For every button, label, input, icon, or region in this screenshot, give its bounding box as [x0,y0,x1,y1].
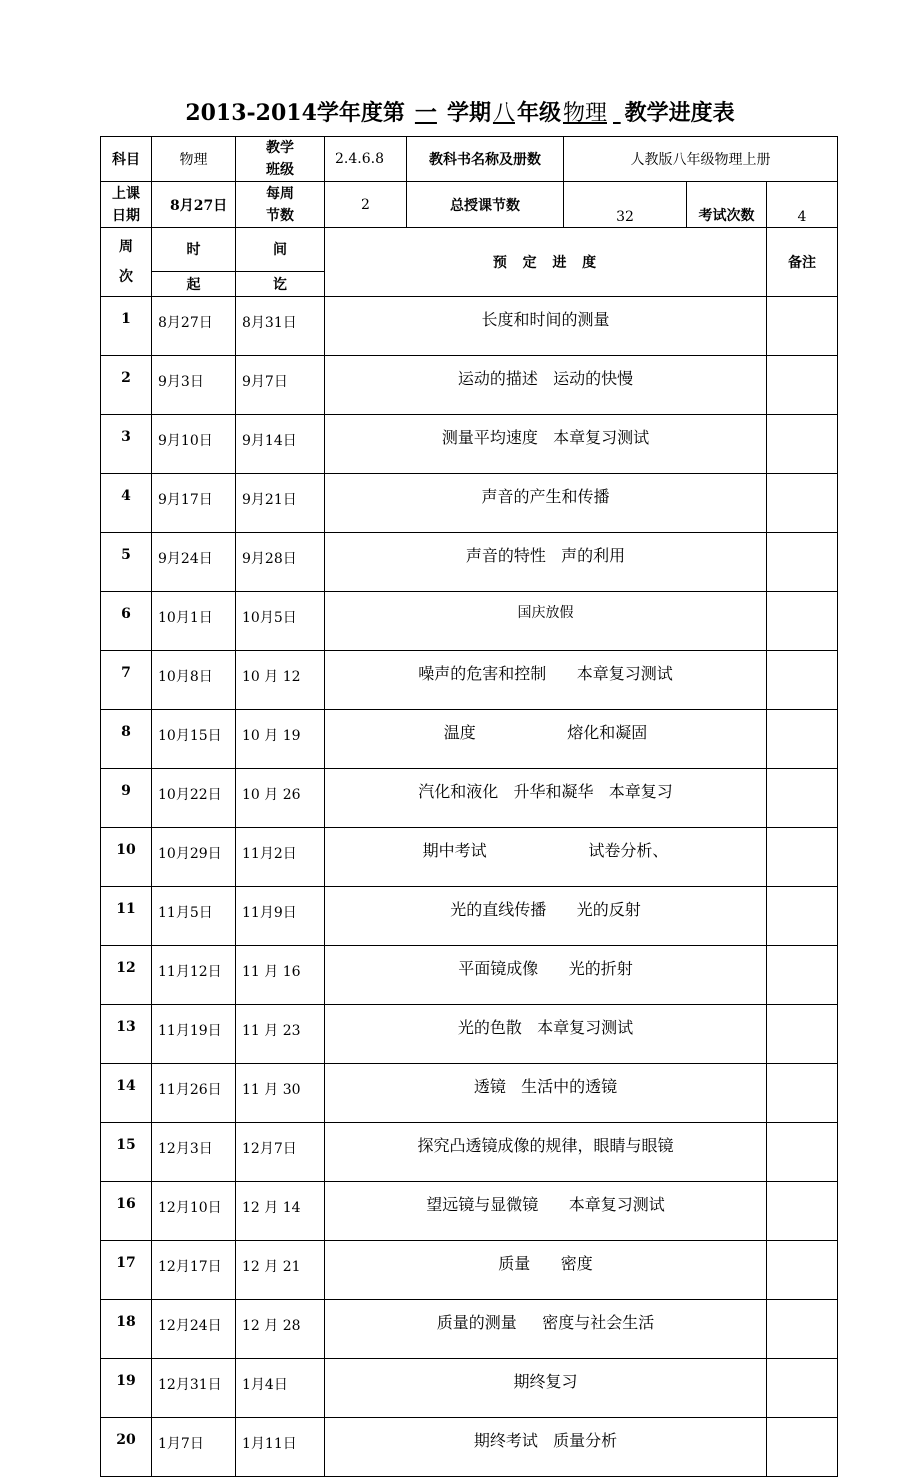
plan-cell: 测量平均速度 本章复习测试 [325,415,767,474]
class-label-text: 教学班级 [266,140,294,178]
week-number: 7 [101,651,152,710]
date-to: 10 月 26 [236,769,325,828]
header-row-2 [101,182,838,228]
week-column-text: 周次 [119,239,133,285]
plan-cell: 长度和时间的测量 [325,297,767,356]
note-cell [767,1418,838,1477]
start-label [101,182,152,228]
plan-cell: 声音的产生和传播 [325,474,767,533]
to-column-header: 讫 [236,271,325,296]
title-part1: 学年度第 [316,100,405,126]
table-row [101,1005,838,1064]
title-part3: 年级 [516,100,561,126]
note-cell [767,828,838,887]
class-label [236,137,325,182]
week-number: 3 [101,415,152,474]
title-subject: 物理 [562,101,607,126]
date-to: 1月4日 [236,1359,325,1418]
time-column-header: 时 [152,228,236,272]
subject-label: 科目 [101,137,152,182]
date-from: 11月26日 [152,1064,236,1123]
time2-column-header: 间 [236,228,325,272]
table-row [101,946,838,1005]
week-number: 1 [101,297,152,356]
page-title [0,96,920,127]
plan-cell: 探究凸透镜成像的规律，眼睛与眼镜 [325,1123,767,1182]
plan-cell: 质量的测量 密度与社会生活 [325,1300,767,1359]
note-cell [767,1123,838,1182]
date-from: 11月19日 [152,1005,236,1064]
plan-cell: 平面镜成像 光的折射 [325,946,767,1005]
table-row [101,415,838,474]
note-cell [767,1064,838,1123]
note-cell [767,474,838,533]
week-number: 4 [101,474,152,533]
note-cell [767,1359,838,1418]
table-row [101,533,838,592]
textbook-value: 人教版八年级物理上册 [564,137,838,182]
plan-cell: 运动的描述 运动的快慢 [325,356,767,415]
plan-cell: 温度 熔化和凝固 [325,710,767,769]
plan-cell: 期中考试 试卷分析、 [325,828,767,887]
date-to: 9月14日 [236,415,325,474]
note-cell [767,710,838,769]
plan-cell: 噪声的危害和控制 本章复习测试 [325,651,767,710]
plan-cell: 望远镜与显微镜 本章复习测试 [325,1182,767,1241]
table-row [101,474,838,533]
note-cell [767,356,838,415]
note-cell [767,415,838,474]
table-row [101,651,838,710]
week-number: 16 [101,1182,152,1241]
note-cell [767,769,838,828]
plan-column-header: 预 定 进 度 [325,228,767,297]
total-value: 32 [564,182,687,228]
date-to: 10月5日 [236,592,325,651]
date-to: 11 月 16 [236,946,325,1005]
week-column-header [101,228,152,297]
note-cell [767,887,838,946]
week-number: 18 [101,1300,152,1359]
plan-cell: 质量 密度 [325,1241,767,1300]
date-from: 12月17日 [152,1241,236,1300]
title-part2: 学期 [446,100,491,126]
date-from: 12月10日 [152,1182,236,1241]
date-to: 12 月 28 [236,1300,325,1359]
date-from: 9月10日 [152,415,236,474]
table-row [101,1359,838,1418]
note-cell [767,533,838,592]
note-cell [767,1241,838,1300]
schedule-rows [101,297,838,1477]
week-number: 12 [101,946,152,1005]
start-label-text: 上课日期 [112,185,140,224]
date-from: 9月3日 [152,356,236,415]
plan-cell: 期终考试 质量分析 [325,1418,767,1477]
plan-cell: 国庆放假 [325,592,767,651]
week-number: 10 [101,828,152,887]
date-to: 11月9日 [236,887,325,946]
date-from: 1月7日 [152,1418,236,1477]
plan-cell: 声音的特性 声的利用 [325,533,767,592]
date-to: 9月21日 [236,474,325,533]
week-number: 17 [101,1241,152,1300]
week-number: 11 [101,887,152,946]
date-from: 11月5日 [152,887,236,946]
table-row [101,1300,838,1359]
week-number: 15 [101,1123,152,1182]
table-row [101,297,838,356]
date-from: 12月31日 [152,1359,236,1418]
date-from: 10月22日 [152,769,236,828]
date-to: 12月7日 [236,1123,325,1182]
week-number: 19 [101,1359,152,1418]
date-from: 9月17日 [152,474,236,533]
date-to: 9月7日 [236,356,325,415]
date-to: 10 月 19 [236,710,325,769]
header-row-1 [101,137,838,182]
title-blank [609,100,625,126]
schedule-table [100,136,838,1477]
note-cell [767,946,838,1005]
title-term: 一 [414,100,437,126]
exam-label: 考试次数 [687,182,767,228]
plan-cell: 光的色散 本章复习测试 [325,1005,767,1064]
table-row [101,1064,838,1123]
table-row [101,769,838,828]
week-number: 9 [101,769,152,828]
date-to: 12 月 14 [236,1182,325,1241]
date-from: 10月29日 [152,828,236,887]
weekly-label [236,182,325,228]
note-cell [767,1182,838,1241]
date-to: 10 月 12 [236,651,325,710]
date-to: 12 月 21 [236,1241,325,1300]
start-value: 8月27日 [152,182,236,228]
date-to: 1月11日 [236,1418,325,1477]
date-from: 8月27日 [152,297,236,356]
weekly-value: 2 [325,182,407,228]
date-from: 10月8日 [152,651,236,710]
week-number: 5 [101,533,152,592]
class-value: 2.4.6.8 [325,137,407,182]
week-number: 2 [101,356,152,415]
title-part4: 教学进度表 [624,100,735,126]
subject-value: 物理 [152,137,236,182]
date-from: 10月1日 [152,592,236,651]
plan-cell: 期终复习 [325,1359,767,1418]
note-cell [767,651,838,710]
date-from: 10月15日 [152,710,236,769]
week-number: 14 [101,1064,152,1123]
date-from: 12月3日 [152,1123,236,1182]
table-row [101,1182,838,1241]
total-label: 总授课节数 [407,182,564,228]
date-to: 11 月 30 [236,1064,325,1123]
table-row [101,828,838,887]
date-to: 9月28日 [236,533,325,592]
exam-value: 4 [767,182,838,228]
column-header-row-1 [101,228,838,272]
plan-cell: 光的直线传播 光的反射 [325,887,767,946]
note-cell [767,1005,838,1064]
date-to: 11月2日 [236,828,325,887]
table-row [101,356,838,415]
date-to: 8月31日 [236,297,325,356]
note-column-header: 备注 [767,228,838,297]
table-row [101,1123,838,1182]
textbook-label: 教科书名称及册数 [407,137,564,182]
note-cell [767,592,838,651]
date-from: 11月12日 [152,946,236,1005]
date-from: 9月24日 [152,533,236,592]
date-from: 12月24日 [152,1300,236,1359]
from-column-header: 起 [152,271,236,296]
table-row [101,710,838,769]
week-number: 8 [101,710,152,769]
table-row [101,887,838,946]
table-row [101,592,838,651]
weekly-label-text: 每周节数 [266,185,294,224]
title-year: 2013-2014 [185,100,317,126]
plan-cell: 汽化和液化 升华和凝华 本章复习 [325,769,767,828]
note-cell [767,1300,838,1359]
table-row [101,1418,838,1477]
plan-cell: 透镜 生活中的透镜 [325,1064,767,1123]
week-number: 20 [101,1418,152,1477]
week-number: 6 [101,592,152,651]
date-to: 11 月 23 [236,1005,325,1064]
week-number: 13 [101,1005,152,1064]
title-grade: 八 [492,101,515,126]
note-cell [767,297,838,356]
table-row [101,1241,838,1300]
